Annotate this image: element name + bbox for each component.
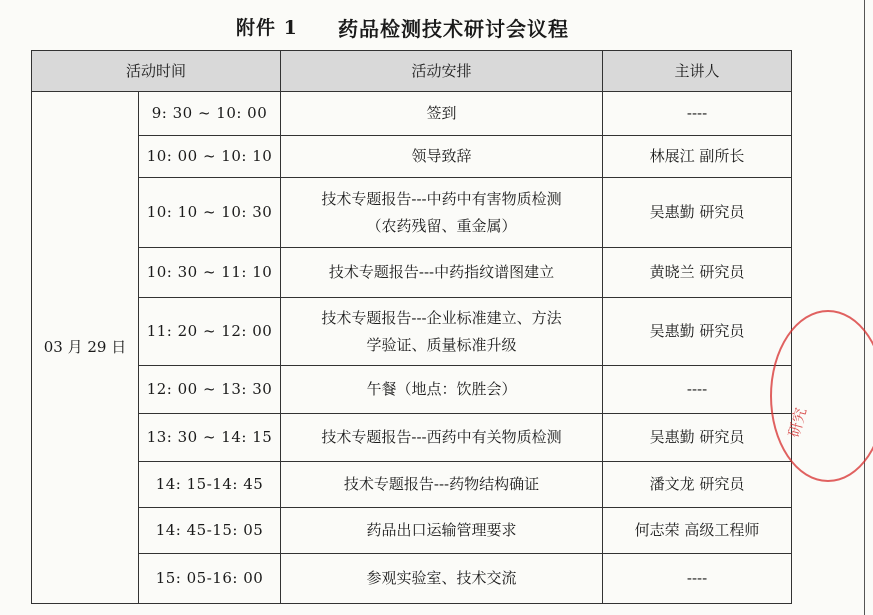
- speaker-cell: 吴惠勤 研究员: [603, 414, 792, 462]
- time-cell: 14: 45-15: 05: [139, 508, 281, 554]
- speaker-cell: ----: [603, 554, 792, 604]
- speaker-cell: 林展江 副所长: [603, 136, 792, 178]
- time-cell: 13: 30 ~ 14: 15: [139, 414, 281, 462]
- speaker-cell: 黄晓兰 研究员: [603, 248, 792, 298]
- time-cell: 10: 10 ~ 10: 30: [139, 178, 281, 248]
- page-title: 药品检测技术研讨会议程: [338, 17, 569, 41]
- agenda-table: [31, 50, 792, 604]
- activity-cell: 技术专题报告---药物结构确证: [281, 462, 603, 508]
- table-row: [32, 414, 792, 462]
- header-activity: 活动安排: [281, 51, 603, 92]
- table-row: [32, 248, 792, 298]
- speaker-cell: 吴惠勤 研究员: [603, 298, 792, 366]
- document-title: [0, 10, 873, 44]
- speaker-cell: ----: [603, 92, 792, 136]
- time-cell: 11: 20 ~ 12: 00: [139, 298, 281, 366]
- header-speaker: 主讲人: [603, 51, 792, 92]
- table-row: [32, 92, 792, 136]
- time-cell: 10: 00 ~ 10: 10: [139, 136, 281, 178]
- table-row: [32, 366, 792, 414]
- activity-cell: 技术专题报告---西药中有关物质检测: [281, 414, 603, 462]
- table-row: [32, 508, 792, 554]
- header-time: 活动时间: [32, 51, 281, 92]
- activity-cell: 技术专题报告---企业标准建立、方法 学验证、质量标准升级: [281, 298, 603, 366]
- table-header-row: [32, 51, 792, 92]
- activity-cell: 领导致辞: [281, 136, 603, 178]
- time-cell: 15: 05-16: 00: [139, 554, 281, 604]
- time-cell: 9: 30 ~ 10: 00: [139, 92, 281, 136]
- time-cell: 10: 30 ~ 11: 10: [139, 248, 281, 298]
- activity-cell: 药品出口运输管理要求: [281, 508, 603, 554]
- speaker-cell: 吴惠勤 研究员: [603, 178, 792, 248]
- table-row: [32, 136, 792, 178]
- date-cell: 03 月 29 日: [32, 92, 139, 604]
- attachment-label: 附件 1: [236, 17, 298, 39]
- activity-cell: 技术专题报告---中药中有害物质检测 （农药残留、重金属）: [281, 178, 603, 248]
- speaker-cell: 潘文龙 研究员: [603, 462, 792, 508]
- activity-cell: 签到: [281, 92, 603, 136]
- time-cell: 14: 15-14: 45: [139, 462, 281, 508]
- speaker-cell: 何志荣 高级工程师: [603, 508, 792, 554]
- time-cell: 12: 00 ~ 13: 30: [139, 366, 281, 414]
- table-row: [32, 462, 792, 508]
- speaker-cell: ----: [603, 366, 792, 414]
- activity-cell: 参观实验室、技术交流: [281, 554, 603, 604]
- activity-cell: 技术专题报告---中药指纹谱图建立: [281, 248, 603, 298]
- table-row: [32, 178, 792, 248]
- stamp-text: 研究: [784, 405, 811, 440]
- activity-cell: 午餐（地点：饮胜会）: [281, 366, 603, 414]
- page-edge-line: [864, 0, 865, 615]
- table-row: [32, 554, 792, 604]
- table-row: [32, 298, 792, 366]
